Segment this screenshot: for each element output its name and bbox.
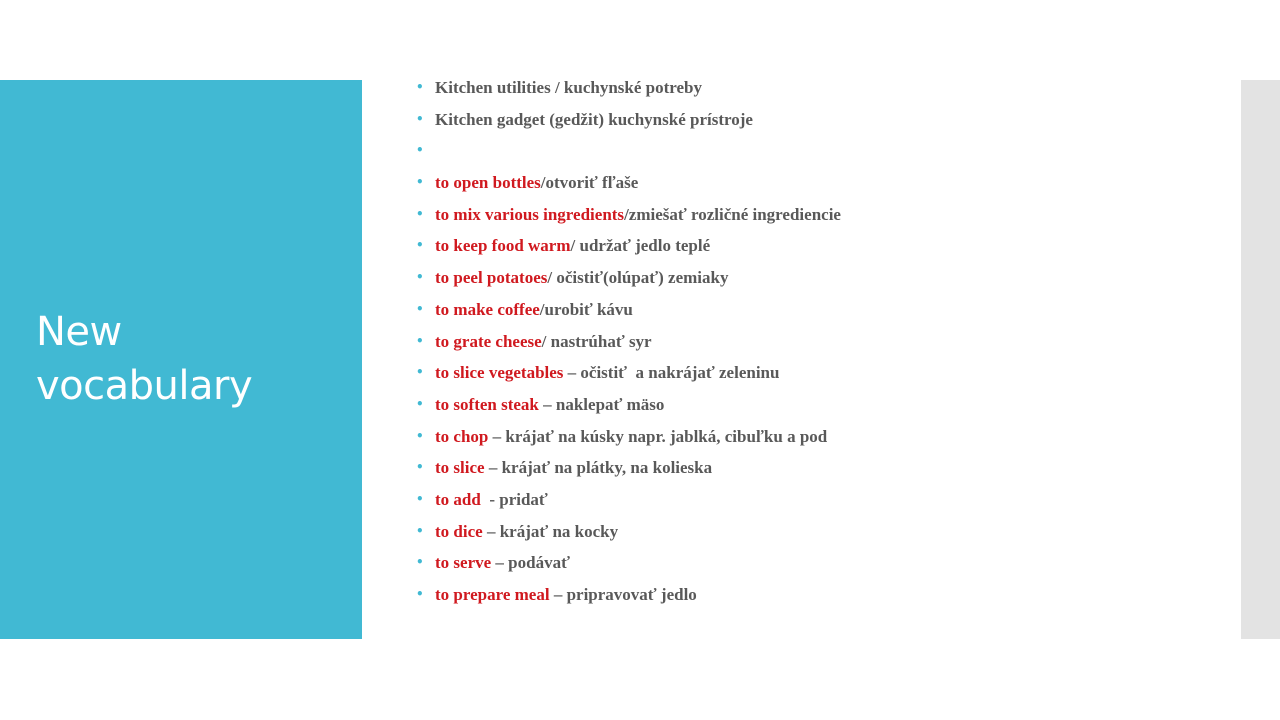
term-text: to mix various ingredients xyxy=(435,204,625,224)
bullet-icon: • xyxy=(416,301,424,316)
bullet-icon: • xyxy=(416,523,424,538)
term-text: to soften steak xyxy=(435,394,539,414)
term-text: to chop xyxy=(435,426,489,446)
bullet-icon: • xyxy=(416,428,424,443)
term-text: to keep food warm xyxy=(435,236,571,256)
term-text: to make coffee xyxy=(435,299,540,319)
term-text: to prepare meal xyxy=(435,585,550,604)
bullet-icon: • xyxy=(416,238,424,253)
translation-text: /otvoriť fľaše xyxy=(540,173,639,193)
term-text: to serve xyxy=(435,553,492,573)
list-item xyxy=(416,421,1236,453)
bullet-icon: • xyxy=(416,491,424,506)
list-item xyxy=(416,230,1236,262)
bullet-icon: • xyxy=(416,270,424,285)
vocabulary-list xyxy=(416,72,1236,611)
list-item xyxy=(416,357,1236,389)
bullet-icon: • xyxy=(416,80,424,94)
bullet-icon: • xyxy=(416,555,424,570)
list-item xyxy=(416,389,1236,421)
translation-text: / nastrúhať syr xyxy=(541,331,652,351)
bullet-icon: • xyxy=(416,111,424,126)
translation-text: Kitchen gadget (gedžit) kuchynské prístroje xyxy=(435,109,753,129)
translation-text: / udržať jedlo teplé xyxy=(570,236,711,256)
list-item xyxy=(416,516,1236,548)
list-item xyxy=(416,135,1236,167)
list-item xyxy=(416,452,1236,484)
list-item xyxy=(416,262,1236,294)
bullet-icon: • xyxy=(416,460,424,475)
term-text: to peel potatoes xyxy=(435,268,548,288)
list-item xyxy=(416,167,1236,199)
bullet-icon: • xyxy=(416,333,424,348)
term-text: to open bottles xyxy=(435,173,541,193)
bullet-icon: • xyxy=(416,206,424,221)
bullet-icon: • xyxy=(416,396,424,411)
term-text: to slice vegetables xyxy=(435,363,564,383)
translation-text: – krájať na kúsky napr. jablká, cibuľku a pod xyxy=(488,426,828,446)
term-text: to add xyxy=(435,489,481,509)
term-text: to grate cheese xyxy=(435,331,542,351)
translation-text: – krájať na kocky xyxy=(482,521,619,541)
list-item xyxy=(416,72,1236,104)
list-item xyxy=(416,294,1236,326)
translation-text: – podávať xyxy=(491,553,570,573)
translation-text: Kitchen utilities / kuchynské potreby xyxy=(435,78,702,97)
translation-text: – naklepať mäso xyxy=(538,394,665,414)
translation-text: / očistiť(olúpať) zemiaky xyxy=(547,268,729,288)
bullet-icon: • xyxy=(416,143,424,158)
translation-text: - pridať xyxy=(480,489,548,509)
bullet-icon: • xyxy=(416,587,424,601)
list-item xyxy=(416,326,1236,358)
list-item xyxy=(416,104,1236,136)
translation-text: – očistiť a nakrájať zeleninu xyxy=(563,363,780,383)
bullet-icon: • xyxy=(416,365,424,380)
bullet-icon: • xyxy=(416,175,424,190)
translation-text: – krájať na plátky, na kolieska xyxy=(484,458,713,478)
side-strip xyxy=(1241,80,1280,639)
list-item xyxy=(416,547,1236,579)
slide-title: New vocabulary xyxy=(36,309,253,409)
list-item xyxy=(416,484,1236,516)
list-item xyxy=(416,199,1236,231)
term-text: to dice xyxy=(435,521,483,541)
translation-text: – pripravovať jedlo xyxy=(549,585,697,604)
translation-text: /zmiešať rozličné ingrediencie xyxy=(624,204,841,224)
list-item xyxy=(416,579,1236,611)
translation-text: /urobiť kávu xyxy=(539,299,633,319)
term-text: to slice xyxy=(435,458,485,478)
